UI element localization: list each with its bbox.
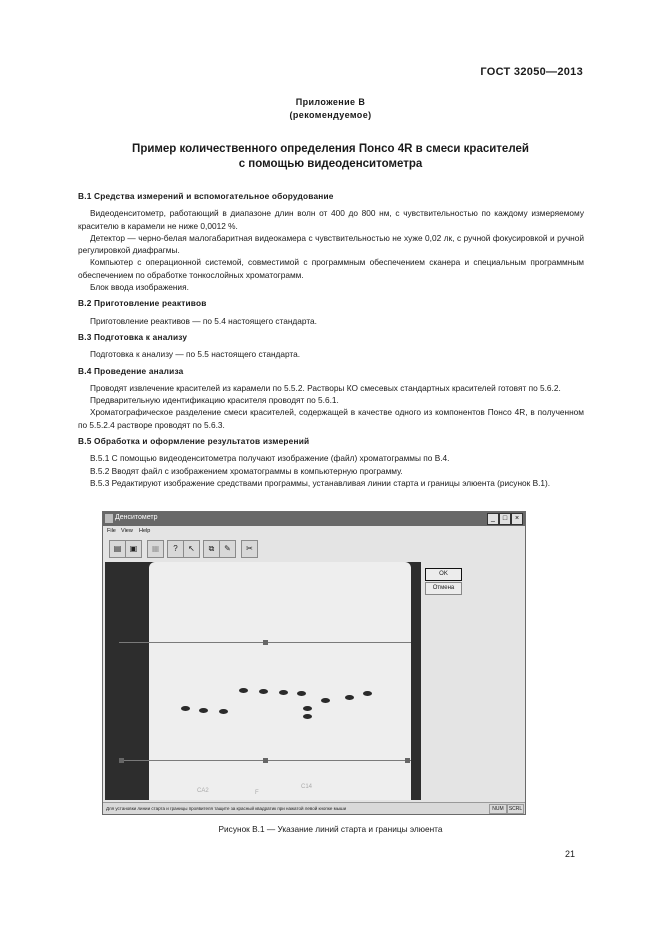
dye-spot (181, 706, 190, 711)
chromatogram-image (105, 562, 421, 800)
eluent-line-handle[interactable] (263, 640, 268, 645)
paragraph: Видеоденситометр, работающий в диапазоне длин волн от 400 до 800 нм, с чувствительностью по каждому измеряемому красителю в карамели не ниже 0,0012 %. (78, 208, 584, 231)
menu-help[interactable]: Help (139, 528, 151, 534)
paragraph: Детектор — черно-белая малогабаритная видеокамера с чувствительностью не хуже 0,02 лк, с ручной фокусировкой и ручной регулировкой диафрагмы. (78, 232, 584, 256)
status-scrl: SCRL (508, 806, 523, 812)
maximize-button[interactable]: □ (499, 513, 511, 525)
info-icon[interactable]: ? (167, 540, 184, 558)
paragraph: Проводят извлечение красителей из карамели по 5.5.2. Растворы КО смесевых стандартных красителей готовят по 5.6.2. (90, 382, 561, 393)
dye-spot (303, 714, 312, 719)
menu-file[interactable]: File (107, 528, 116, 534)
paragraph: В.5.3 Редактируют изображение средствами программы, устанавливая линии старта и границы элюента (рисунок В.1). (90, 477, 551, 488)
save-icon[interactable]: ▣ (125, 540, 142, 558)
densitometer-window (102, 511, 526, 815)
section-heading: В.3 Подготовка к анализу (78, 331, 188, 342)
window-titlebar (103, 512, 525, 526)
paragraph: В.5.1 С помощью видеоденситометра получают изображение (файл) хроматограммы по В.4. (90, 453, 450, 464)
dye-spot (345, 695, 354, 700)
copy-icon[interactable]: ⧉ (203, 540, 220, 558)
app-icon (105, 514, 113, 523)
open-icon[interactable]: ▤ (109, 540, 126, 558)
paragraph: Хроматографическое разделение смеси красителей, содержащей в качестве одного из компонентов Понсо 4R, в полученном по 5.5.2.4 растворе проводят по 5.6.3. (78, 407, 584, 430)
status-bar (103, 802, 525, 814)
document-body (78, 188, 584, 489)
paragraph: Компьютер с операционной системой, совместимой с программным обеспечением сканера и специальным программным обеспечением по обработке тонкослойных хроматограмм. (78, 257, 584, 280)
status-message: Для установки линии старта и границы проявителя тащите за красный квадратик при нажатой левой кнопке мыши (106, 806, 347, 811)
dye-spot (279, 690, 288, 695)
section-heading: В.4 Проведение анализа (78, 365, 184, 376)
plate-label: CA2 (197, 788, 209, 794)
edit-icon[interactable]: ✎ (219, 540, 236, 558)
menu-view[interactable]: View (121, 528, 133, 534)
close-button[interactable]: × (511, 513, 523, 525)
paragraph: Приготовление реактивов — по 5.4 настоящего стандарта. (90, 315, 317, 326)
page-number: 21 (564, 849, 575, 859)
tools-icon[interactable]: ✂ (241, 540, 258, 558)
paragraph: Блок ввода изображения. (90, 282, 189, 293)
plate-label: F (255, 790, 259, 796)
dye-spot (259, 689, 268, 694)
appendix-name: Приложение В (295, 97, 366, 107)
dye-spot (219, 709, 228, 714)
start-line-handle-left[interactable] (119, 758, 124, 763)
window-title: Денситометр (115, 514, 158, 521)
figure-caption: Рисунок В.1 — Указание линий старта и границы элюента (218, 824, 443, 834)
paragraph: Подготовка к анализу — по 5.5 настоящего стандарта. (90, 349, 301, 360)
minimize-button[interactable]: _ (487, 513, 499, 525)
dye-spot (321, 698, 330, 703)
dye-spot (199, 708, 208, 713)
paragraph: Предварительную идентификацию красителя проводят по 5.6.1. (90, 395, 339, 406)
plate-label: C14 (301, 784, 313, 790)
ok-button[interactable]: OK (425, 568, 462, 581)
start-line-handle-right[interactable] (405, 758, 410, 763)
status-num: NUM (489, 804, 507, 814)
start-line-handle-middle[interactable] (263, 758, 268, 763)
paragraph: В.5.2 Вводят файл с изображением хроматограммы в компьютерную программу. (90, 465, 403, 476)
toolbar (105, 540, 265, 558)
section-heading: В.5 Обработка и оформление результатов измерений (78, 436, 310, 447)
section-heading: В.1 Средства измерений и вспомогательное оборудование (78, 191, 334, 201)
dye-spot (363, 691, 372, 696)
print-icon[interactable]: ▦ (147, 540, 164, 558)
cancel-button[interactable]: Отмена (425, 582, 462, 595)
help-cursor-icon[interactable]: ↖ (183, 540, 200, 558)
dye-spot (297, 691, 306, 696)
dye-spot (239, 688, 248, 693)
appendix-note: (рекомендуемое) (289, 110, 372, 120)
page-title-line1: Пример количественного определения Понсо 4R в смеси красителей (132, 143, 529, 155)
section-heading: В.2 Приготовление реактивов (78, 298, 207, 309)
dye-spot (303, 706, 312, 711)
tlc-plate (149, 562, 411, 800)
standard-number: ГОСТ 32050—2013 (480, 66, 583, 78)
page-title-line2: с помощью видеоденситометра (238, 158, 423, 170)
